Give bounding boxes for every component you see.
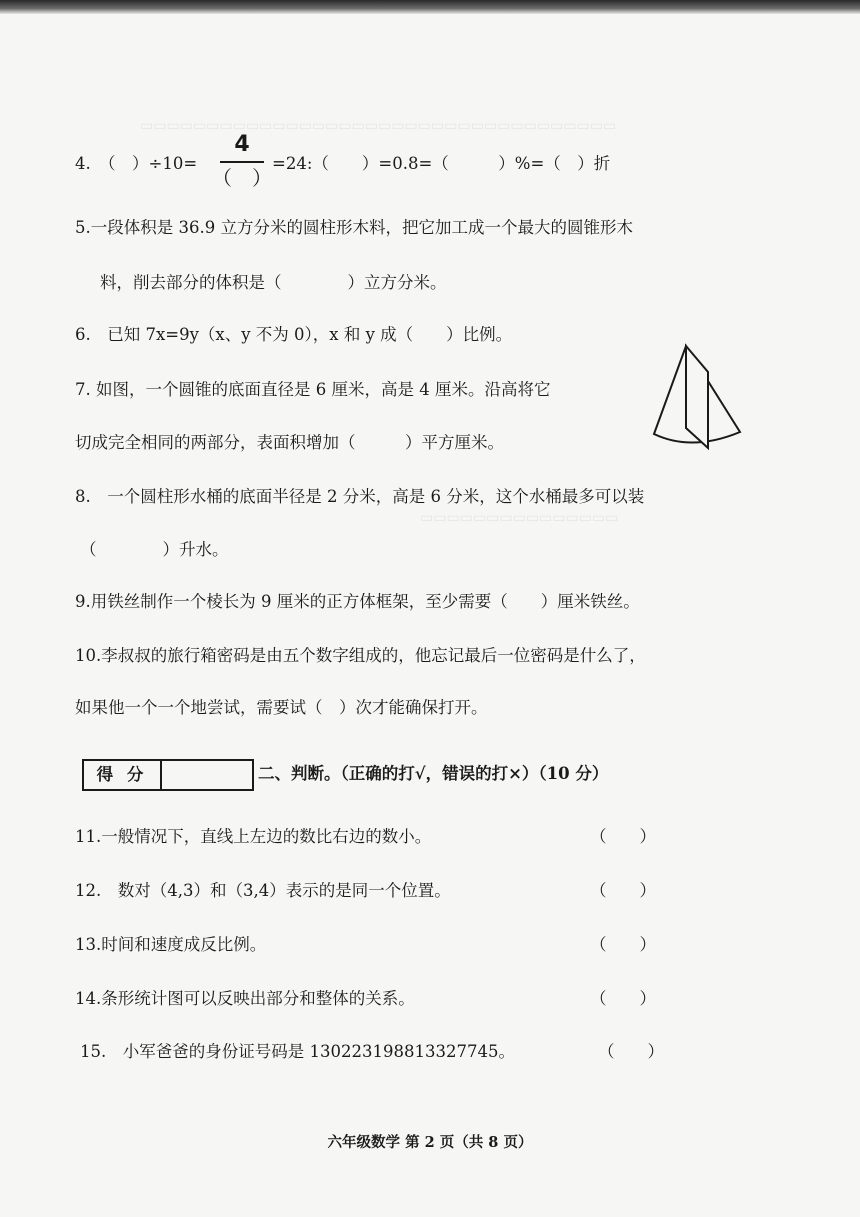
judgment-14: 14.条形统计图可以反映出部分和整体的关系。 (75, 989, 415, 1008)
question-7-line2: 切成完全相同的两部分，表面积增加（ ）平方厘米。 (75, 433, 504, 452)
fraction-denominator: （ ） (212, 166, 272, 190)
judgment-12: 12. 数对（4,3）和（3,4）表示的是同一个位置。 (75, 881, 451, 900)
question-8-line1: 8. 一个圆柱形水桶的底面半径是 2 分米，高是 6 分米，这个水桶最多可以装 (75, 487, 645, 506)
bleed-through: ▭▭▭▭▭▭▭▭▭▭▭▭▭▭▭▭▭▭▭▭▭▭▭▭▭▭▭▭▭▭▭▭▭▭▭▭ (140, 118, 617, 134)
question-6: 6. 已知 7x=9y（x、y 不为 0），x 和 y 成（ ）比例。 (75, 325, 513, 344)
question-8-line2: （ ）升水。 (80, 540, 229, 559)
section-2-title: 二、判断。（正确的打√，错误的打×）（10 分） (258, 764, 609, 783)
judgment-11: 11.一般情况下，直线上左边的数比右边的数小。 (75, 827, 432, 846)
question-10-line1: 10.李叔叔的旅行箱密码是由五个数字组成的，他忘记最后一位密码是什么了， (75, 646, 646, 665)
question-4-start: 4. （ ）÷10= (75, 154, 198, 173)
question-5-line1: 5.一段体积是 36.9 立方分米的圆柱形木料，把它加工成一个最大的圆锥形木 (75, 218, 633, 237)
question-9: 9.用铁丝制作一个棱长为 9 厘米的正方体框架，至少需要（ ）厘米铁丝。 (75, 592, 640, 611)
judgment-13: 13.时间和速度成反比例。 (75, 935, 267, 954)
question-4 (75, 150, 197, 174)
bleed-through: ▭▭▭▭▭▭▭▭▭▭▭▭▭▭▭ (420, 510, 619, 526)
question-5-line2: 料，削去部分的体积是（ ）立方分米。 (100, 273, 447, 292)
score-blank (162, 761, 252, 789)
fraction-numerator: 4 (234, 132, 250, 157)
question-10-line2: 如果他一个一个地尝试，需要试（ ）次才能确保打开。 (75, 698, 488, 717)
answer-paren-13[interactable]: （ ） (590, 935, 656, 954)
page-footer: 六年级数学 第 2 页（共 8 页） (327, 1134, 533, 1151)
answer-paren-12[interactable]: （ ） (590, 881, 656, 900)
score-box (82, 759, 254, 791)
question-4-rest: =24:（ ）=0.8=（ ）%=（ ）折 (272, 154, 611, 173)
fraction (212, 132, 272, 190)
cone-cut-diagram (648, 342, 748, 454)
answer-paren-14[interactable]: （ ） (590, 989, 656, 1008)
judgment-15: 15. 小军爸爸的身份证号码是 130223198813327745。 (80, 1042, 515, 1061)
scan-edge (0, 0, 860, 14)
score-label: 得 分 (84, 761, 162, 789)
question-7-line1: 7. 如图，一个圆锥的底面直径是 6 厘米，高是 4 厘米。沿高将它 (75, 380, 551, 399)
answer-paren-11[interactable]: （ ） (590, 827, 656, 846)
answer-paren-15[interactable]: （ ） (598, 1042, 664, 1061)
